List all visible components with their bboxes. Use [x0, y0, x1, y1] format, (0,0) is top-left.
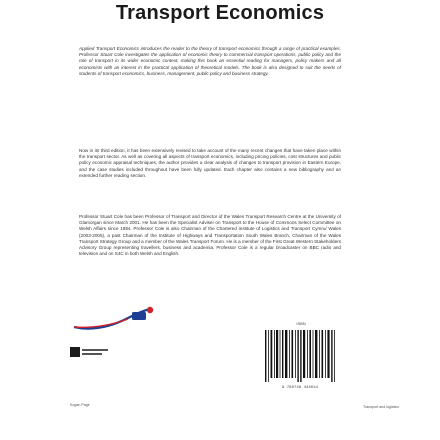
barcode-icon [261, 326, 339, 384]
blurb-paragraph-1 [79, 46, 341, 77]
blurb-text-2: Now in its third edition, it has been extensively revised to take account of the many recent changes that have taken place within the transport sector. As well as covering all aspects of transport economics, including pricing policies, cost structures and public policy economic appraisal techniques, the author provides a clear analysis of changes to transport provision in Eastern Europe, and the case studies included throughout have been fully updated. Each chapter also contains a new bibliography and an extended further reading section. [79, 148, 341, 178]
author-bio-text: Professor Stuart Cole has been Professor of Transport and Director of the Wales Transport Research Centre at the University of Glamorgan since March 2001. He has been the Specialist Adviser on Transport to the House of Commons Select Committee on Welsh Affairs since 1984. Professor Cole is also Chairman of the Chartered Institute of Logistics and Transport Cymru/ Wales (2003-2005), a past Chairman of the Institute of Highways and Transportation South Wales Branch, Chairman of the Wales Transport Strategy Group and a member of the Wales Transport Forum. He is a member of the First Great Western Stakeholders Advisory Group representing travellers, business and academia. Professor Cole is a regular broadcaster on BBC radio and television and on S4C in both Welsh and English. [79, 214, 341, 257]
author-bio-paragraph [79, 214, 341, 257]
blurb-paragraph-2 [79, 148, 341, 179]
barcode-number: 9 780749 444044 [281, 386, 318, 390]
publisher-name: Kogan Page [70, 403, 90, 407]
logo-icon [70, 303, 162, 333]
subject-category: Transport and logistics [363, 405, 400, 409]
blurb-text-1: Applied Transport Economics introduces the reader to the theory of transport economics through a range of practical examples. Professor Stuart Cole investigates the application of economic theory to commercial transport operations, public policy and the role of transport in its wider economic context, making this book an essential reading for managers, policy makers and all economists with an interest in the practical application of theoretical models. The book is also designed to suit the needs of students of transport economics, business, management, public policy and business strategy. [79, 46, 341, 76]
isbn-label: ISBN [296, 321, 306, 326]
publisher-mark-icon [70, 346, 110, 358]
book-title: Transport Economics [115, 2, 325, 24]
